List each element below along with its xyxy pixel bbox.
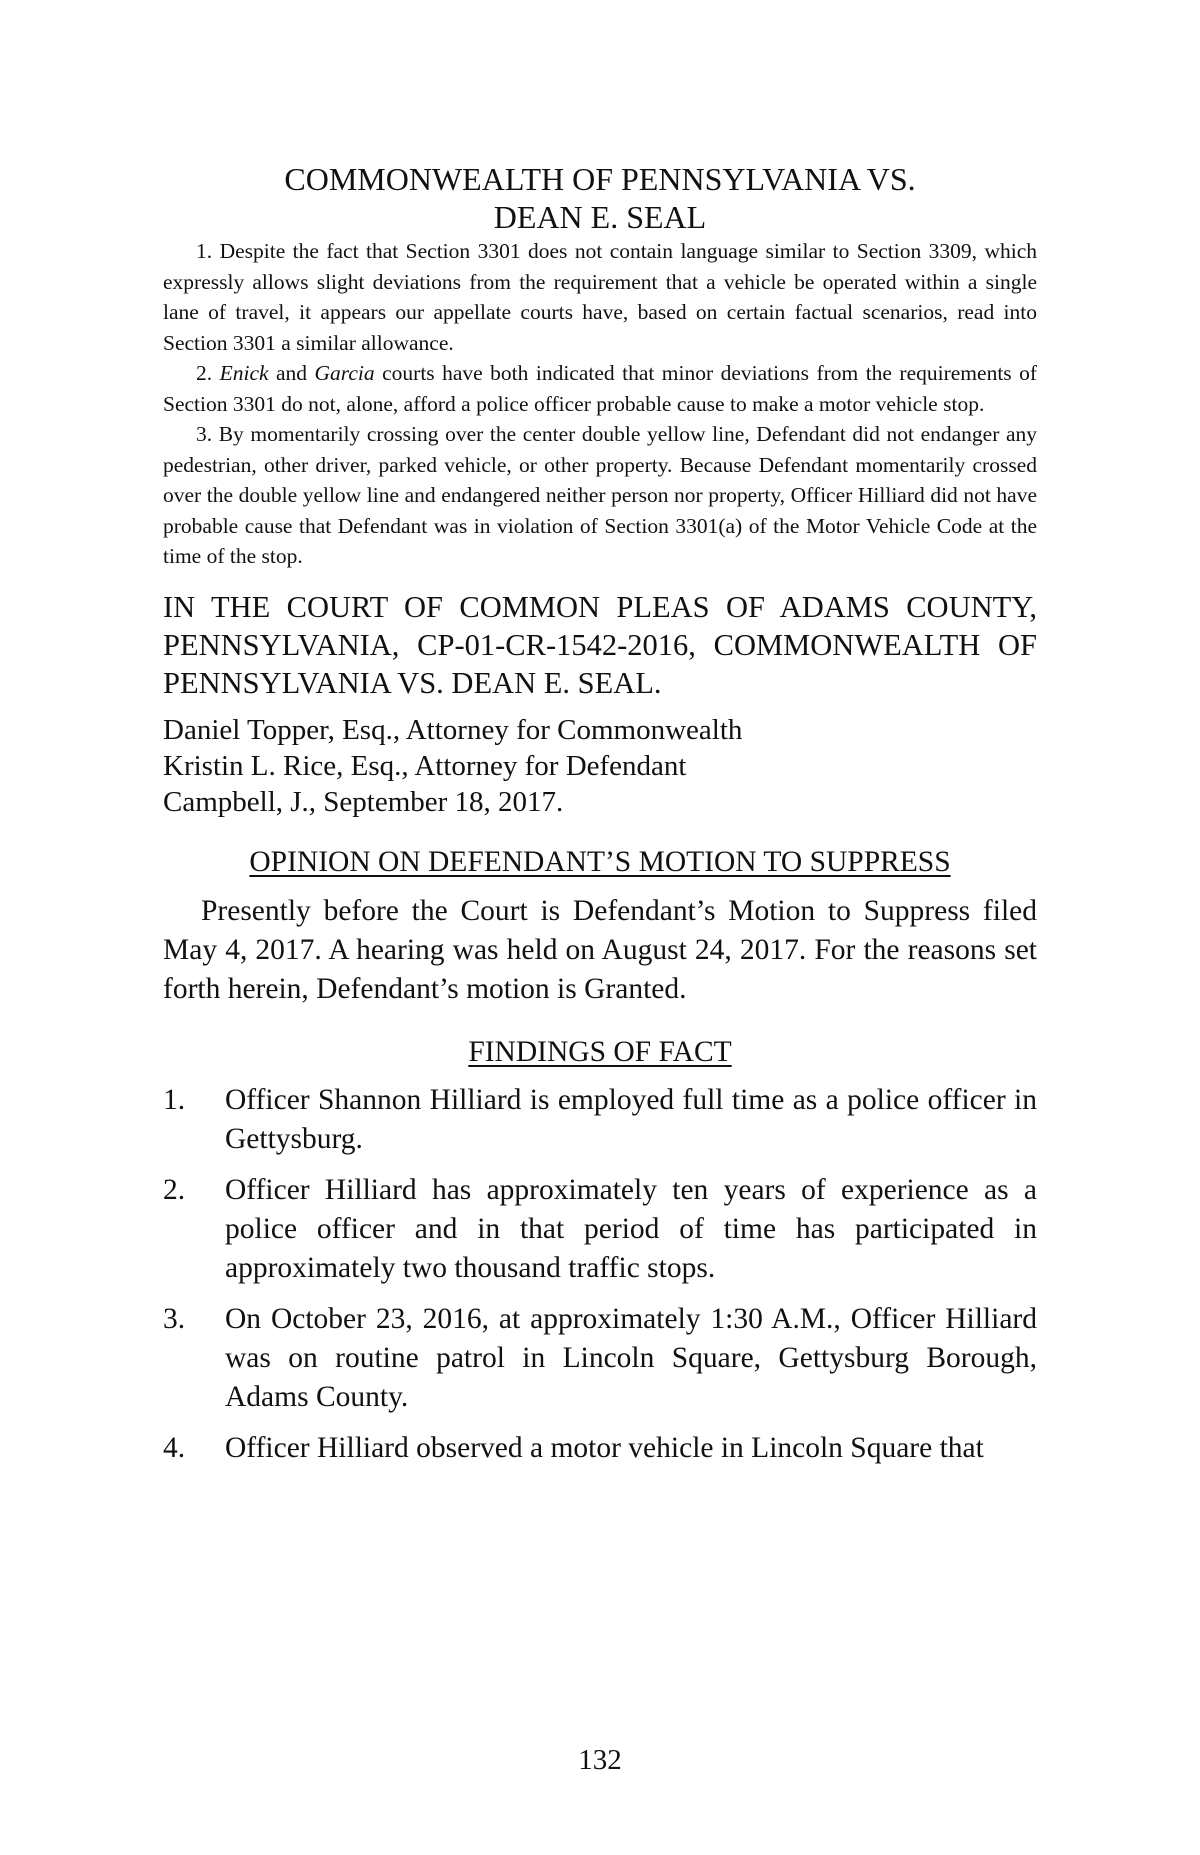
attorney-defendant: Kristin L. Rice, Esq., Attorney for Defendant bbox=[163, 749, 687, 782]
headnote-1 bbox=[163, 236, 1037, 358]
headnote-text: Despite the fact that Section 3301 does not contain language similar to Section 3309, which expressly allows slight deviations from the requirement that a vehicle be operated within a single lane of travel, it appears our appellate courts have, based on certain factual scenarios, read into Section 3301 a similar allowance. bbox=[163, 239, 1038, 355]
case-caption: IN THE COURT OF COMMON PLEAS OF ADAMS COUNTY, PENNSYLVANIA, CP-01-CR-1542-2016, COMMONWEALTH OF PENNSYLVANIA VS. DEAN E. SEAL. bbox=[163, 589, 1037, 700]
headnote-text: By momentarily crossing over the center double yellow line, Defendant did not endanger any pedestrian, other driver, parked vehicle, or other property. Because Defendant momentarily crossed over the double yellow line and endangered neither person nor property, Officer Hilliard did not have probable cause that Defendant was in violation of Section 3301(a) of the Motor Vehicle Code at the time of the stop. bbox=[163, 422, 1037, 568]
headnote-3 bbox=[163, 419, 1037, 572]
document-page bbox=[163, 160, 1037, 1480]
finding-text: On October 23, 2016, at approximately 1:30 A.M., Officer Hilliard was on routine patrol in Lincoln Square, Gettysburg Borough, Adams County. bbox=[225, 1302, 1037, 1413]
headnote-text: courts have both indicated that minor deviations from the requirements of Section 3301 do not, alone, afford a police officer probable cause to make a motor vehicle stop. bbox=[163, 361, 1038, 416]
finding-number: 4. bbox=[163, 1431, 186, 1464]
case-name-enick: Enick bbox=[219, 361, 269, 385]
finding-item bbox=[163, 1171, 1037, 1288]
finding-number: 2. bbox=[163, 1173, 186, 1206]
findings-list bbox=[163, 1081, 1037, 1468]
finding-item bbox=[163, 1429, 1037, 1468]
case-title-line2: DEAN E. SEAL bbox=[493, 199, 707, 235]
case-title bbox=[163, 160, 1037, 236]
finding-text: Officer Shannon Hilliard is employed full time as a police officer in Gettysburg. bbox=[225, 1083, 1037, 1155]
page-number: 132 bbox=[578, 1744, 622, 1776]
finding-text: Officer Hilliard has approximately ten years of experience as a police officer and in that period of time has participated in approximately two thousand traffic stops. bbox=[225, 1173, 1037, 1284]
finding-item bbox=[163, 1081, 1037, 1159]
finding-item bbox=[163, 1300, 1037, 1417]
finding-text: Officer Hilliard observed a motor vehicle in Lincoln Square that bbox=[225, 1431, 984, 1464]
headnote-number: 2. bbox=[196, 361, 213, 385]
opinion-heading: OPINION ON DEFENDANT’S MOTION TO SUPPRESS bbox=[249, 845, 951, 878]
opinion-intro: Presently before the Court is Defendant’s Motion to Suppress filed May 4, 2017. A hearing was held on August 24, 2017. For the reasons set forth herein, Defendant’s motion is Granted. bbox=[163, 894, 1037, 1005]
attorney-commonwealth: Daniel Topper, Esq., Attorney for Commonwealth bbox=[163, 713, 743, 746]
case-title-line1: COMMONWEALTH OF PENNSYLVANIA VS. bbox=[284, 161, 916, 197]
headnote-conjunction: and bbox=[276, 361, 308, 385]
case-name-garcia: Garcia bbox=[314, 361, 375, 385]
finding-number: 1. bbox=[163, 1083, 186, 1116]
counsel-block bbox=[163, 712, 1037, 820]
headnote-2 bbox=[163, 358, 1037, 419]
judge-date: Campbell, J., September 18, 2017. bbox=[163, 785, 564, 818]
finding-number: 3. bbox=[163, 1302, 186, 1335]
headnote-number: 3. bbox=[196, 422, 213, 446]
headnote-number: 1. bbox=[196, 239, 213, 263]
headnotes bbox=[163, 236, 1037, 572]
findings-heading: FINDINGS OF FACT bbox=[468, 1035, 732, 1068]
